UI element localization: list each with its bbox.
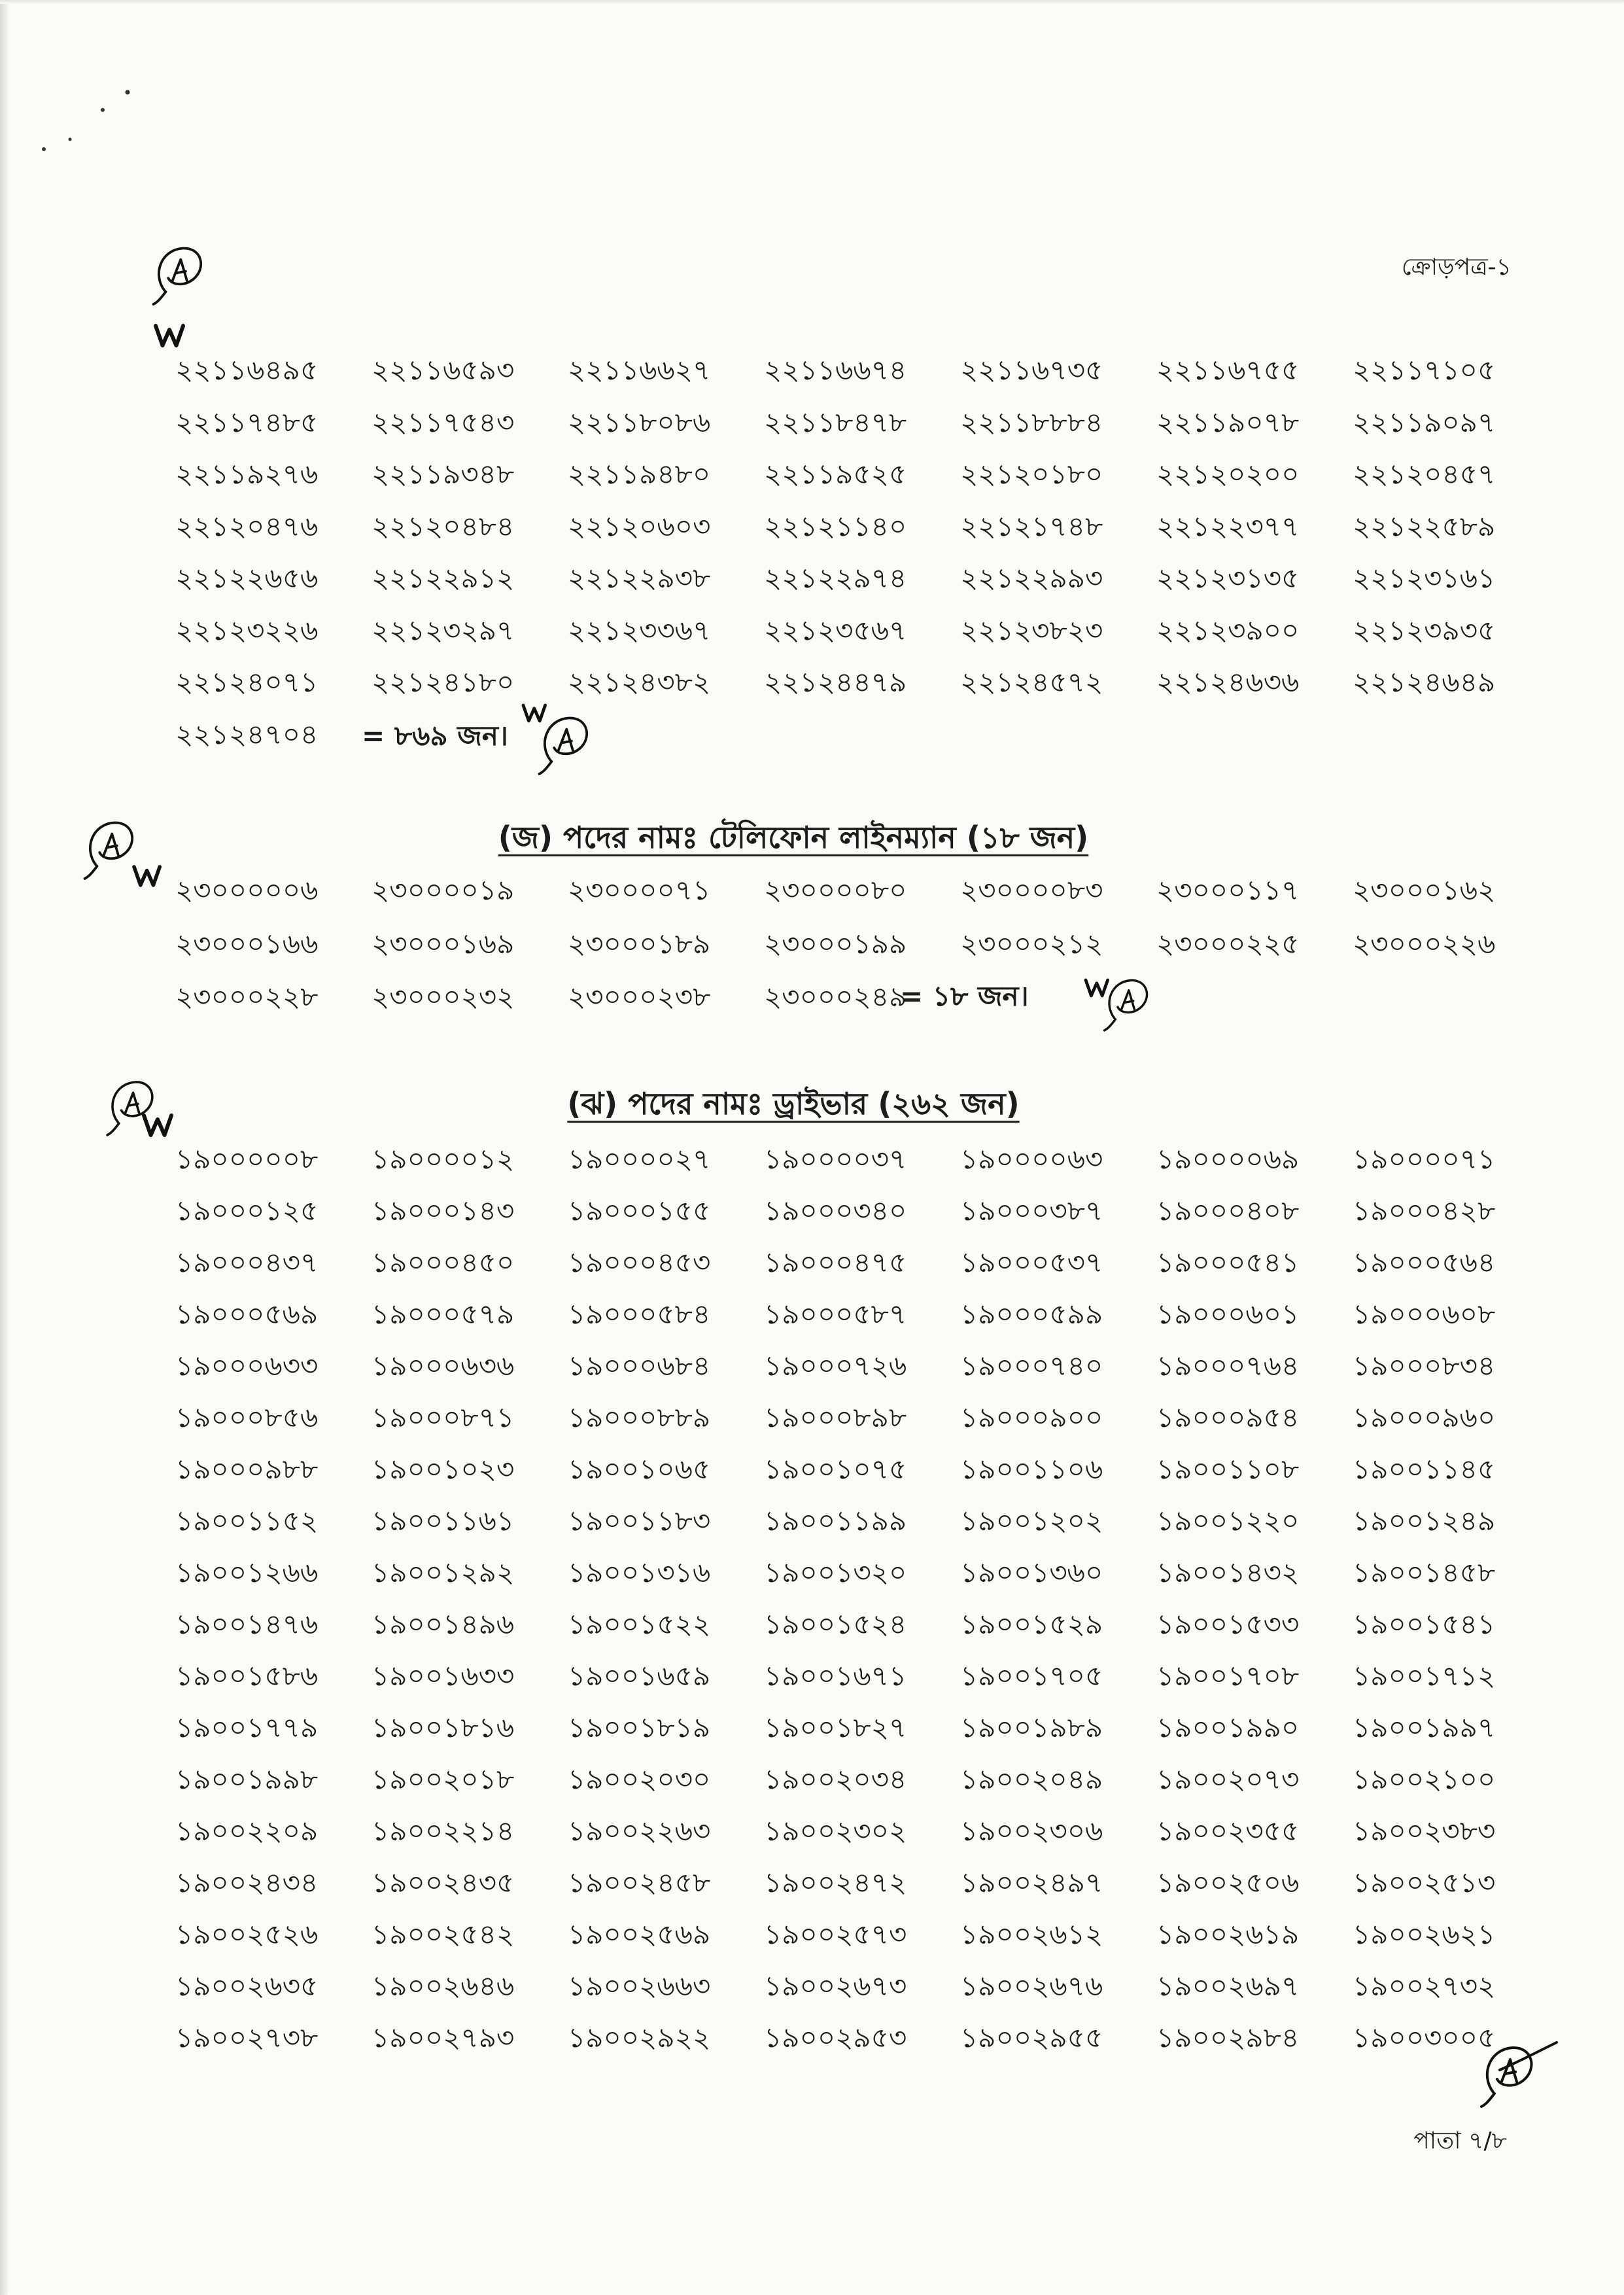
roll-number: ১৯০০০৫৬৯ bbox=[175, 1298, 319, 1330]
roll-number: ১৯০০০০৩৭ bbox=[764, 1143, 907, 1175]
roll-number: ২২১২৩২২৬ bbox=[175, 614, 319, 646]
roll-number: ২২১১৯৪৮০ bbox=[568, 458, 711, 490]
roll-number: ১৯০০২৭৯৩ bbox=[371, 2022, 515, 2054]
roll-number: ২২১১৭৫৪৩ bbox=[371, 406, 515, 438]
roll-number: ১৯০০০৯৫৪ bbox=[1156, 1401, 1300, 1433]
roll-number: ১৯০০২৭৩২ bbox=[1353, 1970, 1496, 2002]
roll-number: ১৯০০০৮৭১ bbox=[371, 1401, 515, 1433]
roll-number: ১৯০০০৫৮৪ bbox=[568, 1298, 711, 1330]
roll-number: ২২১২৩৮২৩ bbox=[960, 614, 1103, 646]
roll-number: ১৯০০০৫৩৭ bbox=[960, 1246, 1103, 1278]
roll-number: ২২১২২৯১২ bbox=[371, 562, 515, 594]
roll-number: ১৯০০০০২৭ bbox=[568, 1143, 711, 1175]
annexure-label: ক্রোড়পত্র-১ bbox=[1401, 254, 1512, 281]
roll-number: ১৯০০১২০২ bbox=[960, 1505, 1103, 1537]
roll-number: ১৯০০০৫৭৯ bbox=[371, 1298, 515, 1330]
roll-number: ১৯০০২৪৭২ bbox=[764, 1866, 907, 1899]
roll-number: ২২১১৯০৭৮ bbox=[1156, 406, 1300, 438]
roll-number: ১৯০০২৫২৬ bbox=[175, 1918, 319, 1950]
signature-initials-top-left bbox=[154, 248, 201, 345]
roll-number: ২২১১৯২৭৬ bbox=[175, 458, 319, 490]
roll-number: ২৩০০০১৬৯ bbox=[371, 927, 515, 960]
roll-number: ১৯০০১২২০ bbox=[1156, 1505, 1300, 1537]
roll-number: ১৯০০২৩৮৩ bbox=[1353, 1815, 1496, 1847]
roll-number: ১৯০০২৫৭৩ bbox=[764, 1918, 907, 1950]
roll-number: ১৯০০০৮৩৪ bbox=[1353, 1350, 1496, 1382]
roll-number: ২২১১৭১০৫ bbox=[1353, 354, 1496, 386]
scan-edge-left bbox=[0, 0, 8, 2295]
roll-number: ১৯০০২৯৫৫ bbox=[960, 2022, 1103, 2054]
roll-number-grid-continued bbox=[175, 344, 1549, 760]
roll-number: ২২১১৮৮৮৪ bbox=[960, 406, 1103, 438]
roll-number: ১৯০০১৫২৯ bbox=[960, 1608, 1103, 1640]
roll-number: ১৯০০২৪৩৫ bbox=[371, 1866, 515, 1899]
roll-number: ২২১২২৩৭৭ bbox=[1156, 510, 1300, 542]
roll-number: ১৯০০০৭২৬ bbox=[764, 1350, 907, 1382]
roll-number: ২২১১৯০৯৭ bbox=[1353, 406, 1496, 438]
roll-number: ১৯০০০৯৮৮ bbox=[175, 1453, 319, 1485]
roll-number-grid-telephone-lineman bbox=[175, 864, 1549, 1024]
roll-number: ২৩০০০১৮৯ bbox=[568, 927, 711, 960]
roll-number: ২২১২০৪৫৭ bbox=[1353, 458, 1496, 490]
roll-number: ১৯০০১১০৬ bbox=[960, 1453, 1103, 1485]
roll-number: ১৯০০২৬৭৩ bbox=[764, 1970, 907, 2002]
roll-number: ২২১২৩২৯৭ bbox=[371, 614, 515, 646]
roll-number: ১৯০০১২৬৬ bbox=[175, 1556, 319, 1588]
roll-number: ১৯০০৩০০৫ bbox=[1353, 2022, 1496, 2054]
roll-number: ১৯০০০৫৯৯ bbox=[960, 1298, 1103, 1330]
roll-number: ১৯০০০৬০৮ bbox=[1353, 1298, 1496, 1330]
roll-number: ২২১২২৬৫৬ bbox=[175, 562, 319, 594]
roll-number: ২২১২৩১৬১ bbox=[1353, 562, 1496, 594]
roll-number: ২২১২১১৪০ bbox=[764, 510, 907, 542]
roll-number: ২৩০০০০৭১ bbox=[568, 874, 711, 906]
roll-number: ১৯০০০৯০০ bbox=[960, 1401, 1103, 1433]
roll-number: ২২১২৩৫৬৭ bbox=[764, 614, 907, 646]
roll-number: ২২১২৪৭০৪ bbox=[175, 718, 319, 750]
roll-number: ২৩০০০২৩২ bbox=[371, 981, 515, 1013]
roll-number: ২২১২০৪৮৪ bbox=[371, 510, 515, 542]
roll-number: ১৯০০০৪০৮ bbox=[1156, 1195, 1300, 1227]
roll-number: ২২১২৪০৭১ bbox=[175, 666, 319, 698]
roll-number: ১৯০০১১০৮ bbox=[1156, 1453, 1300, 1485]
total-count-telephone-lineman: = ১৮ জন। bbox=[900, 980, 1029, 1012]
roll-number: ২২১২৪৬৩৬ bbox=[1156, 666, 1300, 698]
roll-number: ২২১২৪৩৮২ bbox=[568, 666, 711, 698]
roll-number: ১৯০০১৪৩২ bbox=[1156, 1556, 1300, 1588]
roll-number: ২২১২০২০০ bbox=[1156, 458, 1300, 490]
roll-number: ২২১১৮০৮৬ bbox=[568, 406, 711, 438]
roll-number: ২২১১৬৭৫৫ bbox=[1156, 354, 1300, 386]
roll-number: ১৯০০২৪৩৪ bbox=[175, 1866, 319, 1899]
roll-number: ২২১২৪৪৭৯ bbox=[764, 666, 907, 698]
roll-number: ২৩০০০১৬২ bbox=[1353, 874, 1496, 906]
roll-number: ১৯০০২২৬৩ bbox=[568, 1815, 711, 1847]
roll-number: ১৯০০০১৫৫ bbox=[568, 1195, 711, 1227]
roll-number: ১৯০০২০৩০ bbox=[568, 1763, 711, 1795]
roll-number: ১৯০০১৫৪১ bbox=[1353, 1608, 1496, 1640]
section-heading-telephone-lineman-text: (জ) পদের নামঃ টেলিফোন লাইনম্যান (১৮ জন) bbox=[498, 820, 1089, 855]
roll-number: ২২১১৭৪৮৫ bbox=[175, 406, 319, 438]
roll-number: ২২১২৪৫৭২ bbox=[960, 666, 1103, 698]
roll-number: ২২১২২৯৯৩ bbox=[960, 562, 1103, 594]
roll-number: ১৯০০২৫১৩ bbox=[1353, 1866, 1496, 1899]
roll-number: ১৯০০১৯৯৭ bbox=[1353, 1711, 1496, 1743]
roll-number: ২২১২৩১৩৫ bbox=[1156, 562, 1300, 594]
roll-number: ১৯০০০৯৬০ bbox=[1353, 1401, 1496, 1433]
roll-number: ১৯০০০৭৪০ bbox=[960, 1350, 1103, 1382]
roll-number: ১৯০০২৯৮৪ bbox=[1156, 2022, 1300, 2054]
roll-number: ২২১২১৭৪৮ bbox=[960, 510, 1103, 542]
roll-number: ১৯০০২০৩৪ bbox=[764, 1763, 907, 1795]
roll-number: ২৩০০০০৮০ bbox=[764, 874, 907, 906]
roll-number: ১৯০০০৩৪০ bbox=[764, 1195, 907, 1227]
roll-number: ১৯০০১৬৫৯ bbox=[568, 1660, 711, 1692]
roll-number: ১৯০০২৩০২ bbox=[764, 1815, 907, 1847]
roll-number: ১৯০০১৫২২ bbox=[568, 1608, 711, 1640]
roll-number: ১৯০০১২৪৯ bbox=[1353, 1505, 1496, 1537]
roll-number: ২৩০০০২১২ bbox=[960, 927, 1103, 960]
roll-number: ১৯০০০৬৩৩ bbox=[175, 1350, 319, 1382]
roll-number: ১৯০০০০৬৯ bbox=[1156, 1143, 1300, 1175]
roll-number: ১৯০০০৪৩৭ bbox=[175, 1246, 319, 1278]
roll-number: ১৯০০১০৭৫ bbox=[764, 1453, 907, 1485]
roll-number: ১৯০০০৪৫০ bbox=[371, 1246, 515, 1278]
roll-number: ১৯০০০৪৭৫ bbox=[764, 1246, 907, 1278]
roll-number: ২২১১৬৬২৭ bbox=[568, 354, 711, 386]
roll-number: ১৯০০০৪২৮ bbox=[1353, 1195, 1496, 1227]
roll-number: ১৯০০২৩০৬ bbox=[960, 1815, 1103, 1847]
roll-number: ১৯০০১১৬১ bbox=[371, 1505, 515, 1537]
roll-number: ১৯০০০৬৩৬ bbox=[371, 1350, 515, 1382]
roll-number: ১৯০০২৬৪৬ bbox=[371, 1970, 515, 2002]
roll-number: ১৯০০১৪৯৬ bbox=[371, 1608, 515, 1640]
roll-number: ১৯০০১৯৮৯ bbox=[960, 1711, 1103, 1743]
roll-number: ১৯০০২৬৭৬ bbox=[960, 1970, 1103, 2002]
roll-number: ২২১২০৪৭৬ bbox=[175, 510, 319, 542]
roll-number: ১৯০০২২০৯ bbox=[175, 1815, 319, 1847]
roll-number: ২৩০০০১৬৬ bbox=[175, 927, 319, 960]
roll-number: ১৯০০২০১৮ bbox=[371, 1763, 515, 1795]
roll-number: ১৯০০০০৬৩ bbox=[960, 1143, 1103, 1175]
roll-number: ১৯০০২৪৫৮ bbox=[568, 1866, 711, 1899]
roll-number: ২২১২০১৮০ bbox=[960, 458, 1103, 490]
roll-number: ১৯০০০০১২ bbox=[371, 1143, 515, 1175]
roll-number: ১৯০০১১৪৫ bbox=[1353, 1453, 1496, 1485]
roll-number: ২২১২২৯৭৪ bbox=[764, 562, 907, 594]
roll-number: ১৯০০০১২৫ bbox=[175, 1195, 319, 1227]
roll-number: ২২১২০৬০৩ bbox=[568, 510, 711, 542]
roll-number: ১৯০০১৫৩৩ bbox=[1156, 1608, 1300, 1640]
roll-number: ১৯০০১৭১২ bbox=[1353, 1660, 1496, 1692]
roll-number: ২২১২৪১৮০ bbox=[371, 666, 515, 698]
page-number: পাতা ৭/৮ bbox=[1413, 2128, 1507, 2154]
roll-number: ১৯০০১৫২৪ bbox=[764, 1608, 907, 1640]
roll-number: ১৯০০২৬৬৩ bbox=[568, 1970, 711, 2002]
roll-number: ১৯০০০৮৮৯ bbox=[568, 1401, 711, 1433]
roll-number: ১৯০০১৫৮৬ bbox=[175, 1660, 319, 1692]
roll-number: ১৯০০০৬৮৪ bbox=[568, 1350, 711, 1382]
roll-number: ১৯০০২৯২২ bbox=[568, 2022, 711, 2054]
roll-number: ১৯০০১৯৯০ bbox=[1156, 1711, 1300, 1743]
roll-number: ২২১১৬৬৭৪ bbox=[764, 354, 907, 386]
roll-number: ২২১১৬৭৩৫ bbox=[960, 354, 1103, 386]
roll-number: ১৯০০১১৯৯ bbox=[764, 1505, 907, 1537]
total-count-continued: = ৮৬৯ জন। bbox=[362, 720, 508, 752]
roll-number: ২২১২২৯৩৮ bbox=[568, 562, 711, 594]
roll-number: ১৯০০১৬৭১ bbox=[764, 1660, 907, 1692]
roll-number: ১৯০০১৮১৬ bbox=[371, 1711, 515, 1743]
roll-number: ১৯০০০০৭১ bbox=[1353, 1143, 1496, 1175]
roll-number: ১৯০০০১৪৩ bbox=[371, 1195, 515, 1227]
roll-number: ২২১১৬৫৯৩ bbox=[371, 354, 515, 386]
roll-number: ২২১২২৫৮৯ bbox=[1353, 510, 1496, 542]
roll-number: ১৯০০২৫৪২ bbox=[371, 1918, 515, 1950]
section-heading-telephone-lineman bbox=[0, 815, 1587, 860]
roll-number: ১৯০০০৫৮৭ bbox=[764, 1298, 907, 1330]
roll-number: ১৯০০১৪৫৮ bbox=[1353, 1556, 1496, 1588]
section-heading-driver bbox=[0, 1081, 1587, 1127]
roll-number: ১৯০০০০০৮ bbox=[175, 1143, 319, 1175]
roll-number: ১৯০০২৯৫৩ bbox=[764, 2022, 907, 2054]
roll-number: ১৯০০০৫৬৪ bbox=[1353, 1246, 1496, 1278]
roll-number: ১৯০০১৮১৯ bbox=[568, 1711, 711, 1743]
roll-number: ২২১২৩৯০০ bbox=[1156, 614, 1300, 646]
roll-number: ১৯০০২৩৫৫ bbox=[1156, 1815, 1300, 1847]
roll-number: ১৯০০২৫৬৯ bbox=[568, 1918, 711, 1950]
roll-number: ১৯০০১০২৩ bbox=[371, 1453, 515, 1485]
roll-number: ২৩০০০২৪৯ bbox=[764, 981, 907, 1013]
roll-number: ২২১২৩৩৬৭ bbox=[568, 614, 711, 646]
roll-number: ২২১১৮৪৭৮ bbox=[764, 406, 907, 438]
scan-edge-top bbox=[0, 0, 1624, 4]
roll-number: ২৩০০০১১৭ bbox=[1156, 874, 1300, 906]
section-heading-driver-text: (ঝ) পদের নামঃ ড্রাইভার (২৬২ জন) bbox=[567, 1086, 1020, 1121]
roll-number: ১৯০০২৫০৬ bbox=[1156, 1866, 1300, 1899]
roll-number: ২৩০০০২২৮ bbox=[175, 981, 319, 1013]
roll-number: ১৯০০১৯৯৮ bbox=[175, 1763, 319, 1795]
roll-number: ১৯০০২৭৩৮ bbox=[175, 2022, 319, 2054]
roll-number: ১৯০০০৬০১ bbox=[1156, 1298, 1300, 1330]
roll-number: ১৯০০২২১৪ bbox=[371, 1815, 515, 1847]
roll-number: ১৯০০০৭৬৪ bbox=[1156, 1350, 1300, 1382]
roll-number: ১৯০০২০৭৩ bbox=[1156, 1763, 1300, 1795]
roll-number: ১৯০০০৮৫৬ bbox=[175, 1401, 319, 1433]
roll-number: ২৩০০০১৯৯ bbox=[764, 927, 907, 960]
roll-number: ১৯০০১৭০৮ bbox=[1156, 1660, 1300, 1692]
roll-number: ১৯০০২৬১৯ bbox=[1156, 1918, 1300, 1950]
roll-number: ১৯০০১৮২৭ bbox=[764, 1711, 907, 1743]
roll-number: ১৯০০২০৪৯ bbox=[960, 1763, 1103, 1795]
roll-number: ২৩০০০০০৬ bbox=[175, 874, 319, 906]
roll-number: ১৯০০০৩৮৭ bbox=[960, 1195, 1103, 1227]
roll-number: ১৯০০২৬১২ bbox=[960, 1918, 1103, 1950]
roll-number: ২২১১৯৩৪৮ bbox=[371, 458, 515, 490]
roll-number: ১৯০০১৬৩৩ bbox=[371, 1660, 515, 1692]
roll-number: ১৯০০০৫৪১ bbox=[1156, 1246, 1300, 1278]
roll-number: ১৯০০১০৬৫ bbox=[568, 1453, 711, 1485]
roll-number: ১৯০০১৭০৫ bbox=[960, 1660, 1103, 1692]
roll-number: ২৩০০০০৮৩ bbox=[960, 874, 1103, 906]
scan-specks bbox=[42, 90, 130, 152]
roll-number: ১৯০০২৪৯৭ bbox=[960, 1866, 1103, 1899]
roll-number: ১৯০০১৩১৬ bbox=[568, 1556, 711, 1588]
roll-number: ১৯০০০৪৫৩ bbox=[568, 1246, 711, 1278]
roll-number: ১৯০০০৮৯৮ bbox=[764, 1401, 907, 1433]
roll-number-grid-driver bbox=[175, 1133, 1549, 2063]
roll-number: ২২১২৩৯৩৫ bbox=[1353, 614, 1496, 646]
roll-number: ২২১২৪৬৪৯ bbox=[1353, 666, 1496, 698]
roll-number: ১৯০০২৬৯৭ bbox=[1156, 1970, 1300, 2002]
roll-number: ১৯০০১১৫২ bbox=[175, 1505, 319, 1537]
roll-number: ১৯০০১২৯২ bbox=[371, 1556, 515, 1588]
roll-number: ২৩০০০২২৬ bbox=[1353, 927, 1496, 960]
roll-number: ১৯০০১৩২০ bbox=[764, 1556, 907, 1588]
roll-number: ১৯০০১১৮৩ bbox=[568, 1505, 711, 1537]
roll-number: ২৩০০০০১৯ bbox=[371, 874, 515, 906]
roll-number: ১৯০০২৬২১ bbox=[1353, 1918, 1496, 1950]
roll-number: ১৯০০১৭৭৯ bbox=[175, 1711, 319, 1743]
roll-number: ২৩০০০২৩৮ bbox=[568, 981, 711, 1013]
roll-number: ২৩০০০২২৫ bbox=[1156, 927, 1300, 960]
roll-number: ১৯০০১৪৭৬ bbox=[175, 1608, 319, 1640]
roll-number: ১৯০০১৩৬০ bbox=[960, 1556, 1103, 1588]
roll-number: ১৯০০২১০০ bbox=[1353, 1763, 1496, 1795]
roll-number: ২২১১৬৪৯৫ bbox=[175, 354, 319, 386]
roll-number: ১৯০০২৬৩৫ bbox=[175, 1970, 319, 2002]
roll-number: ২২১১৯৫২৫ bbox=[764, 458, 907, 490]
